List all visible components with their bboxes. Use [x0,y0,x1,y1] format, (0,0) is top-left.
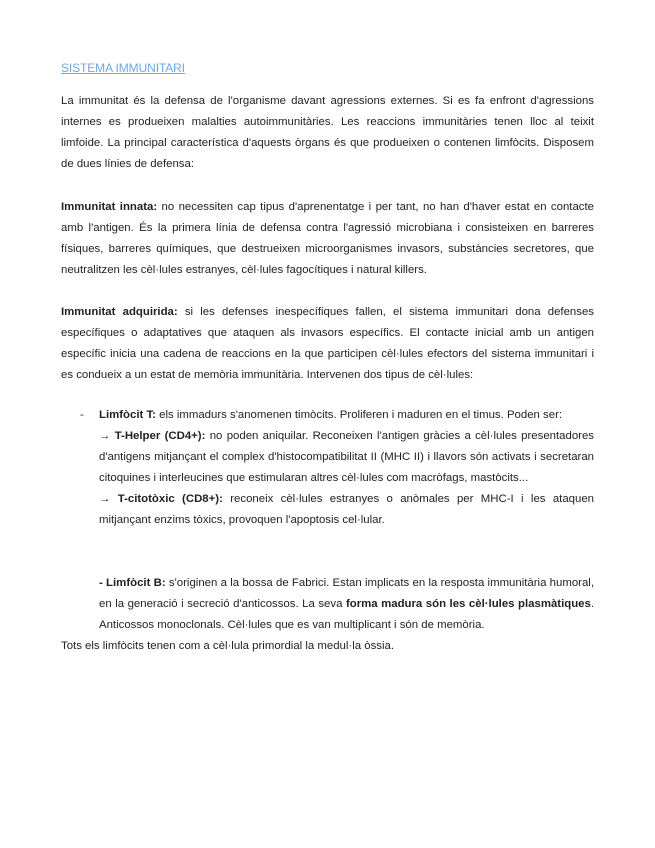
innate-immunity-term: Immunitat innata: [61,201,158,213]
acquired-immunity-text: si les defenses inespecífiques fallen, el sistema immunitari dona defenses específiques o adaptatives que ataquen als invasors específics. El contacte inicial amb un antigen específic inicia una cadena de reaccions en la que participen cèl·lules efectors del sistema immunitari i es condueix a un estat de memòria immunitària. Intervenen dos tipus de cèl·lules: [61,306,594,381]
intro-paragraph: La immunitat és la defensa de l'organisme davant agressions externes. Si es fa enfront d'agressions internes es produeixen malalties autoimmunitàries. Les reaccions immunitàries tenen lloc al teixit limfoide. La principal característica d'aquests òrgans és que produeixen o contenen limfòcits. Disposem de dues línies de defensa: [61,95,594,170]
t-cell-text: els immadurs s'anomenen timòcits. Proliferen i maduren en el timus. Poden ser: [155,409,563,421]
acquired-immunity-term: Immunitat adquirida: [61,306,178,318]
document-title: SISTEMA IMMUNITARI [61,61,185,75]
t-cell-item [99,405,594,531]
t-helper-item [99,426,594,489]
t-cell-term: Limfòcit T: [99,409,156,421]
b-cell-bold-phrase: forma madura són les cèl·lules plasmàtiques [345,598,591,610]
acquired-immunity-paragraph [61,302,594,386]
t-cytotoxic-text: reconeix cèl·lules estranyes o anòmales per MHC-I i les ataquen mitjançant enzims tòxics, provoquen l'apoptosis cel·lular. [99,493,595,526]
b-cell-term: - Limfòcit B: [99,577,166,589]
closing-sentence: Tots els limfòcits tenen com a cèl·lula primordial la medul·la òssia. [61,640,394,652]
t-cytotoxic-term: → T-citotòxic (CD8+): [99,493,223,505]
b-cell-item [99,573,594,636]
list-bullet-dash: - [80,409,84,421]
b-cell-text: s'originen a la bossa de Fabrici. Estan implicats en la resposta immunitària humoral, en la generació i secreció d'anticossos. La seva [99,577,594,610]
innate-immunity-paragraph [61,197,594,281]
b-cell-text-end: . Anticossos monoclonals. Cèl·lules que es van multiplicant i són de memòria. [99,598,594,631]
t-helper-term: → T-Helper (CD4+): [99,430,206,442]
t-helper-text: no poden aniquilar. Reconeixen l'antigen gràcies a cèl·lules presentadores d'antigens mitjançant el complex d'histocompatibilitat II (MHC II) i llavors són activats i secretaran citoquines i interleucines que estimularan altres cèl·lules com macròfags, mastòcits... [99,430,594,484]
t-cell-line [99,405,594,426]
t-cytotoxic-item [99,489,594,531]
innate-immunity-text: no necessiten cap tipus d'aprenentatge i per tant, no han d'haver estat en contacte amb l'antigen. És la primera línia de defensa contra l'agressió microbiana i consisteixen en barreres físiques, barreres químiques, que destrueixen microorganismes invasors, substàncies secretores, que neutralitzen les cèl·lules estranyes, cèl·lules fagocítiques i natural killers. [61,201,594,276]
